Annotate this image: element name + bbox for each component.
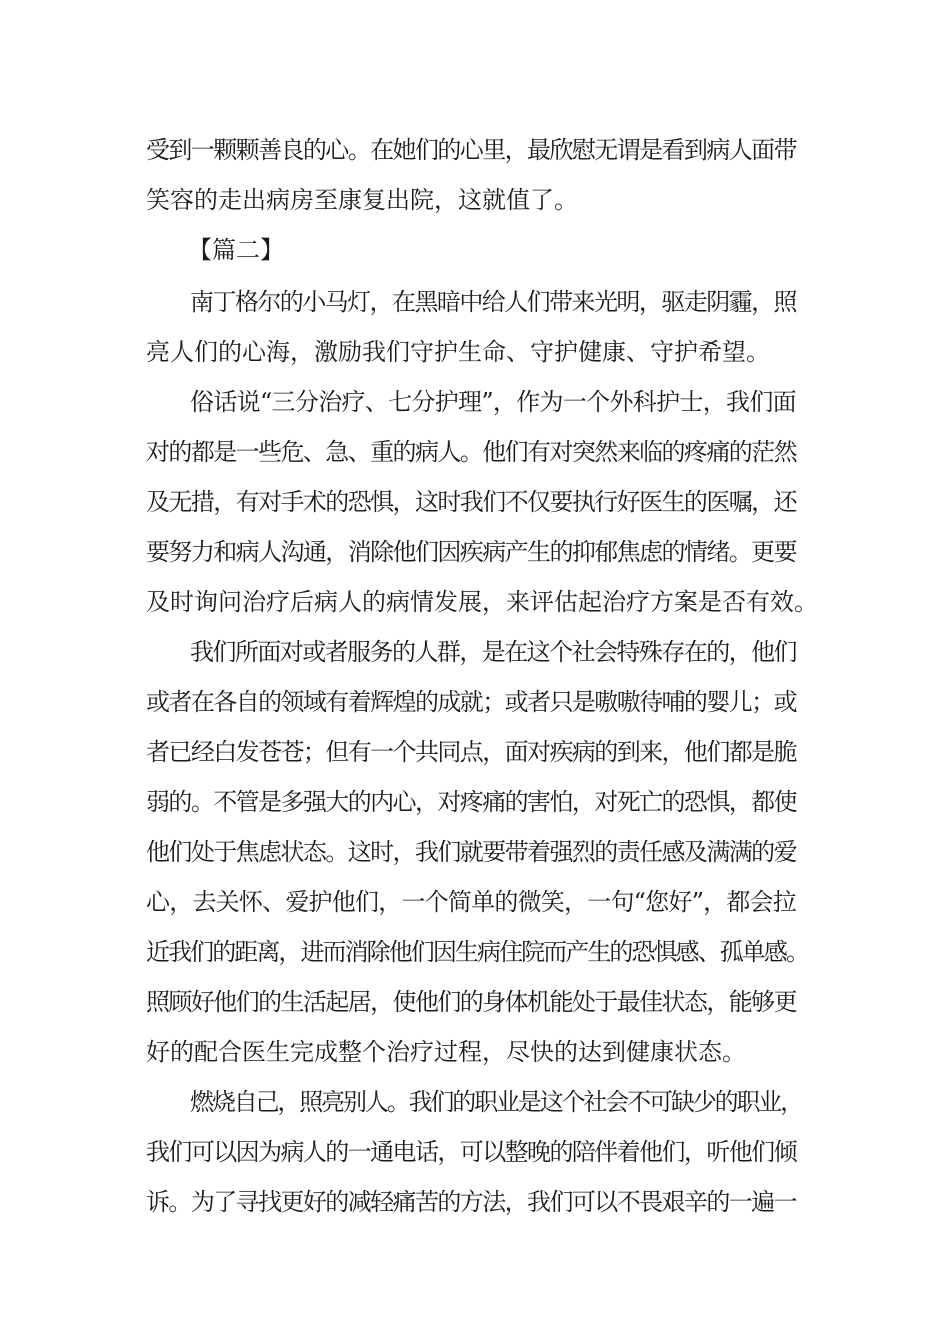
line-text: 我们所面对或者服务的人群，是在这个社会特殊存在的，他们 xyxy=(190,638,796,666)
line-text: 心，去关怀、爱护他们，一个简单的微笑，一句“您好”，都会拉 xyxy=(146,888,797,916)
line-text: 燃烧自己，照亮别人。我们的职业是这个社会不可缺少的职业， xyxy=(190,1088,802,1116)
line-text: 他们处于焦虑状态。这时，我们就要带着强烈的责任感及满满的爱 xyxy=(146,838,797,866)
line-text: 照顾好他们的生活起居，使他们的身体机能处于最佳状态，能够更 xyxy=(146,988,797,1016)
text-line xyxy=(0,532,950,572)
text-line xyxy=(0,432,950,472)
text-line xyxy=(0,482,950,522)
text-line xyxy=(0,282,950,322)
text-line xyxy=(0,632,950,672)
line-text: 诉。为了寻找更好的减轻痛苦的方法，我们可以不畏艰辛的一遍一 xyxy=(146,1188,797,1216)
line-text: 对的都是一些危、急、重的病人。他们有对突然来临的疼痛的茫然 xyxy=(146,438,797,466)
text-line xyxy=(0,130,950,170)
line-text: 及无措，有对手术的恐惧，这时我们不仅要执行好医生的医嘱，还 xyxy=(146,488,797,516)
line-text: 要努力和病人沟通，消除他们因疾病产生的抑郁焦虑的情绪。更要 xyxy=(146,538,797,566)
line-text: 亮人们的心海，激励我们守护生命、守护健康、守护希望。 xyxy=(146,338,770,366)
line-text: 及时询问治疗后病人的病情发展，来评估起治疗方案是否有效。 xyxy=(146,588,818,616)
text-line xyxy=(0,582,950,622)
text-line xyxy=(0,382,950,422)
section-heading-text: 【篇二】 xyxy=(188,236,284,264)
text-line xyxy=(0,1132,950,1172)
line-text: 受到一颗颗善良的心。在她们的心里，最欣慰无谓是看到病人面带 xyxy=(146,136,797,164)
line-text: 俗话说“三分治疗、七分护理”，作为一个外科护士，我们面 xyxy=(190,388,796,416)
text-line xyxy=(0,180,950,220)
text-line xyxy=(0,682,950,722)
text-line xyxy=(0,932,950,972)
text-line xyxy=(0,982,950,1022)
text-line xyxy=(0,782,950,822)
text-line xyxy=(0,1182,950,1222)
text-line xyxy=(0,332,950,372)
line-text: 笑容的走出病房至康复出院，这就值了。 xyxy=(146,186,578,214)
text-line xyxy=(0,732,950,772)
line-text: 我们可以因为病人的一通电话，可以整晚的陪伴着他们，听他们倾 xyxy=(146,1138,797,1166)
text-line xyxy=(0,1032,950,1072)
line-text: 弱的。不管是多强大的内心，对疼痛的害怕，对死亡的恐惧，都使 xyxy=(146,788,797,816)
text-line xyxy=(0,1082,950,1122)
line-text: 近我们的距离，进而消除他们因生病住院而产生的恐惧感、孤单感。 xyxy=(146,938,809,966)
line-text: 南丁格尔的小马灯，在黑暗中给人们带来光明，驱走阴霾，照 xyxy=(190,288,796,316)
line-text: 者已经白发苍苍；但有一个共同点，面对疾病的到来，他们都是脆 xyxy=(146,738,797,766)
line-text: 或者在各自的领域有着辉煌的成就；或者只是嗷嗷待哺的婴儿；或 xyxy=(146,688,797,716)
text-line xyxy=(0,882,950,922)
line-text: 好的配合医生完成整个治疗过程，尽快的达到健康状态。 xyxy=(146,1038,746,1066)
text-line xyxy=(0,832,950,872)
section-heading xyxy=(0,230,950,270)
